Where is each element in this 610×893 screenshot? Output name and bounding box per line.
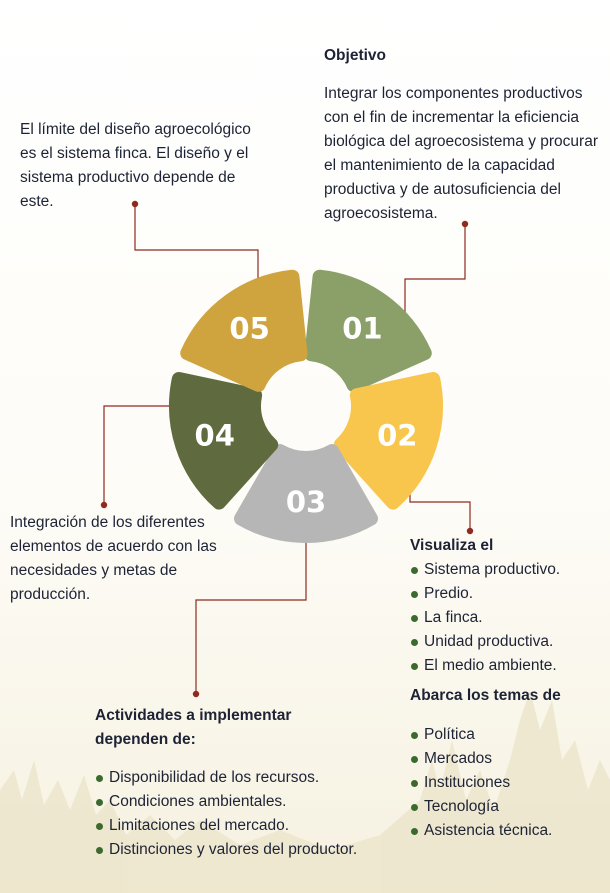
list-item: Predio. — [410, 582, 600, 606]
integracion-block — [10, 511, 250, 607]
list-item: Condiciones ambientales. — [95, 790, 375, 814]
visualiza-list — [410, 558, 600, 678]
limite-body: El límite del diseño agroecológico es el sistema finca. El diseño y el sistema productivo depende de este. — [20, 121, 251, 210]
actividades-list — [95, 766, 375, 862]
list-item: Unidad productiva. — [410, 630, 600, 654]
objetivo-title: Objetivo — [324, 47, 387, 64]
connector-dot-04 — [101, 502, 107, 508]
integracion-body: Integración de los diferentes elementos de acuerdo con las necesidades y metas de producción. — [10, 514, 217, 603]
limite-block — [20, 118, 270, 214]
segment-label-02: 02 — [377, 418, 418, 453]
abarca-block — [410, 684, 600, 843]
actividades-block — [95, 704, 375, 862]
list-item: Distinciones y valores del productor. — [95, 838, 375, 862]
list-item: Limitaciones del mercado. — [95, 814, 375, 838]
actividades-title: Actividades a implementar dependen de: — [95, 707, 292, 748]
abarca-title: Abarca los temas de — [410, 687, 561, 704]
connector-dot-03 — [193, 691, 199, 697]
list-item: La finca. — [410, 606, 600, 630]
objetivo-body: Integrar los componentes productivos con el fin de incrementar la eficiencia biológica del agroecosistema y procurar el mantenimiento de la capacidad productiva y de autosuficiencia del agroecosistema. — [324, 85, 598, 222]
segment-label-04: 04 — [194, 418, 235, 453]
list-item: Asistencia técnica. — [410, 819, 600, 843]
connector-01 — [405, 224, 465, 322]
segment-label-05: 05 — [229, 311, 270, 346]
list-item: Mercados — [410, 747, 600, 771]
list-item: Disponibilidad de los recursos. — [95, 766, 375, 790]
list-item: Política — [410, 723, 600, 747]
donut-segments — [176, 277, 436, 536]
list-item: Tecnología — [410, 795, 600, 819]
list-item: Sistema productivo. — [410, 558, 600, 582]
objetivo-block — [324, 44, 599, 226]
segment-label-03: 03 — [285, 485, 327, 519]
connector-04 — [104, 406, 180, 505]
connector-05 — [135, 204, 258, 287]
visualiza-block — [410, 534, 600, 678]
visualiza-title: Visualiza el — [410, 537, 494, 554]
connector-02 — [410, 486, 470, 531]
abarca-list — [410, 723, 600, 843]
list-item: El medio ambiente. — [410, 654, 600, 678]
segment-label-01: 01 — [342, 311, 383, 346]
list-item: Instituciones — [410, 771, 600, 795]
